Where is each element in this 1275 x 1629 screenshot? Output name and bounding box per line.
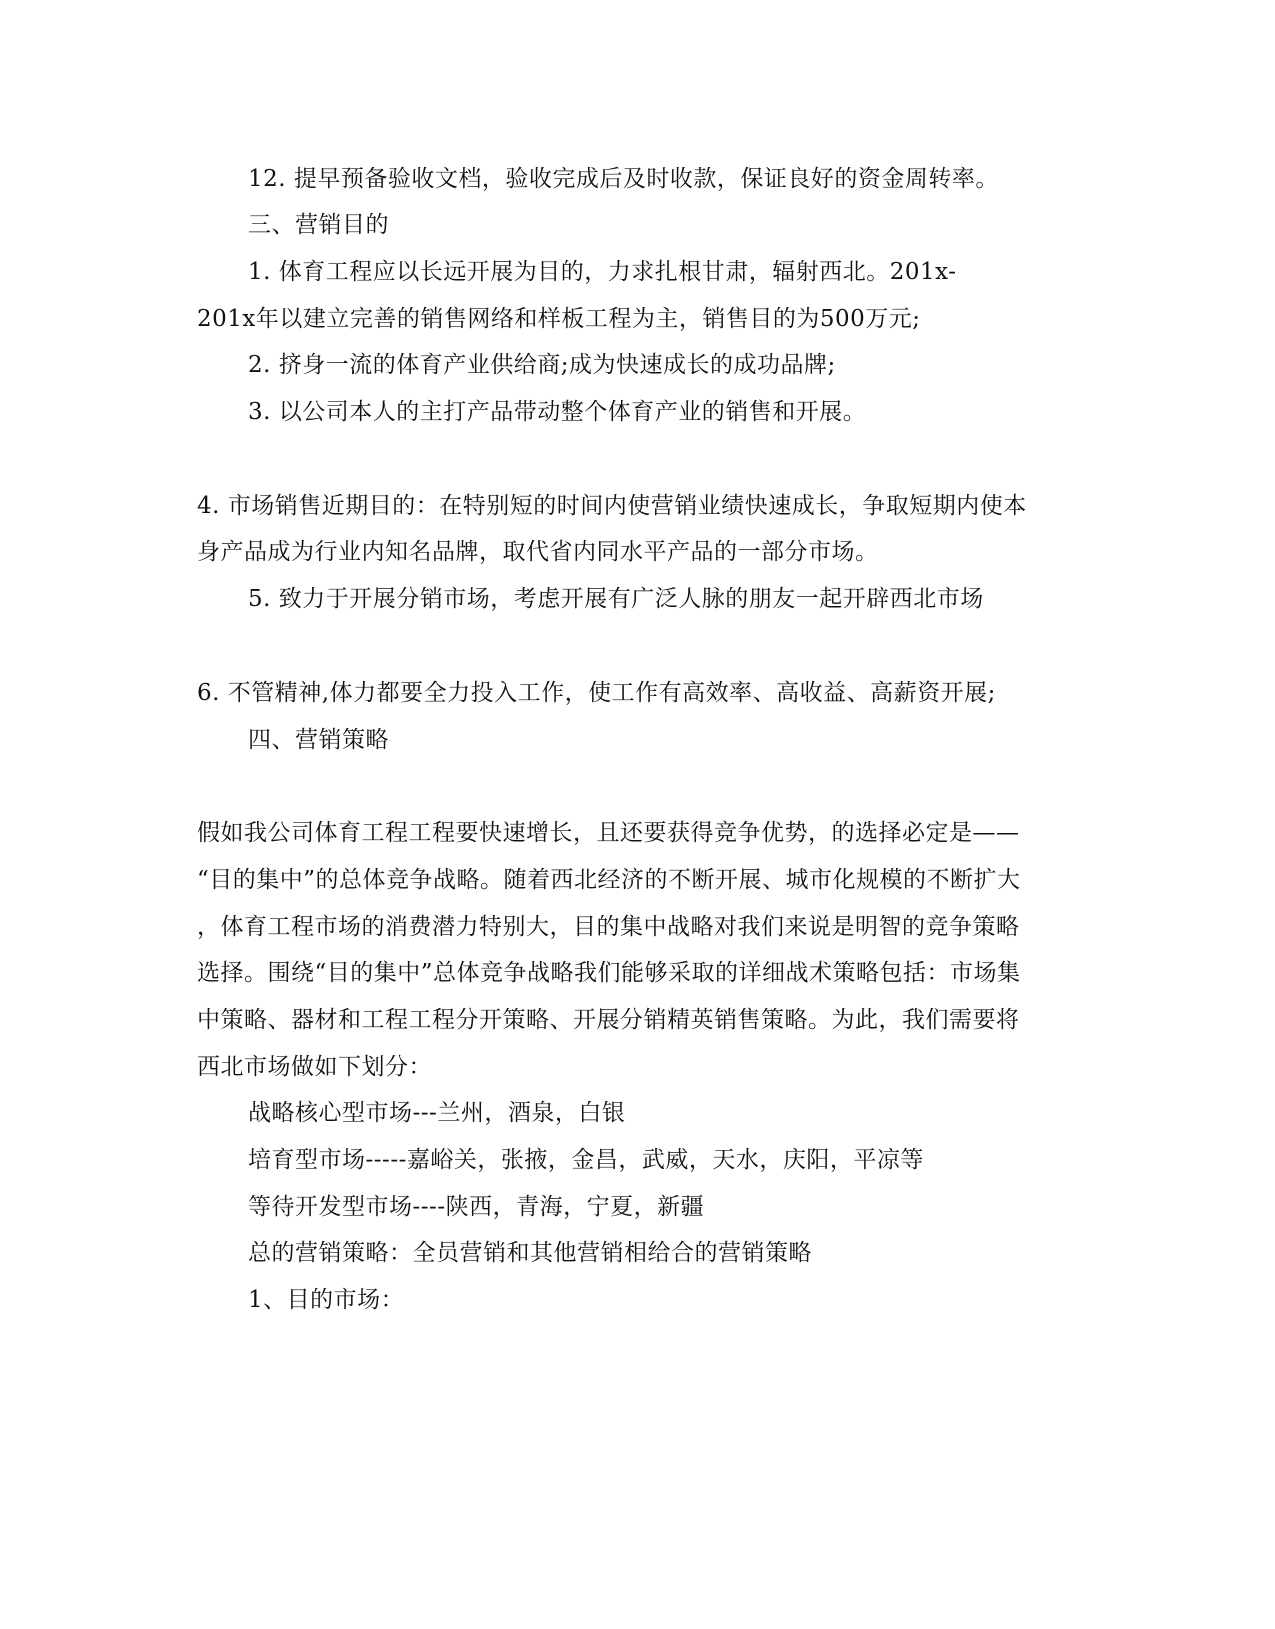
text-line: 战略核心型市场---兰州，酒泉，白银: [248, 1100, 626, 1126]
text-line: 3. 以公司本人的主打产品带动整个体育产业的销售和开展。: [248, 399, 867, 425]
text-line: 4. 市场销售近期目的：在特别短的时间内使营销业绩快速成长，争取短期内使本: [197, 493, 1027, 519]
text-line: 5. 致力于开展分销市场，考虑开展有广泛人脉的朋友一起开辟西北市场: [248, 586, 984, 612]
section-heading: 三、营销目的: [248, 212, 389, 238]
text-line: “目的集中”的总体竞争战略。随着西北经济的不断开展、城市化规模的不断扩大: [197, 867, 1021, 893]
text-line: 12. 提早预备验收文档，验收完成后及时收款，保证良好的资金周转率。: [248, 166, 999, 192]
text-line: 中策略、器材和工程工程分开策略、开展分销精英销售策略。为此，我们需要将: [197, 1007, 1020, 1033]
text-line: 培育型市场-----嘉峪关，张掖，金昌，武威，天水，庆阳，平凉等: [248, 1147, 924, 1173]
text-line: 2. 挤身一流的体育产业供给商;成为快速成长的成功品牌;: [248, 352, 836, 378]
text-line: 201x年以建立完善的销售网络和样板工程为主，销售目的为500万元;: [197, 306, 921, 332]
text-line: 身产品成为行业内知名品牌，取代省内同水平产品的一部分市场。: [197, 539, 879, 565]
text-line: 选择。围绕“目的集中”总体竞争战略我们能够采取的详细战术策略包括：市场集: [197, 960, 1021, 986]
text-line: ，体育工程市场的消费潜力特别大，目的集中战略对我们来说是明智的竞争策略: [197, 914, 1020, 940]
text-line: 等待开发型市场----陕西，青海，宁夏，新疆: [248, 1194, 705, 1220]
text-line: 6. 不管精神,体力都要全力投入工作，使工作有高效率、高收益、高薪资开展;: [197, 680, 996, 706]
text-line: 1. 体育工程应以长远开展为目的，力求扎根甘肃，辐射西北。201x-: [248, 259, 957, 285]
text-line: 假如我公司体育工程工程要快速增长，且还要获得竞争优势，的选择必定是——: [197, 820, 1020, 846]
text-line: 1、目的市场：: [248, 1287, 405, 1313]
section-heading: 四、营销策略: [248, 727, 389, 753]
text-line: 西北市场做如下划分：: [197, 1054, 432, 1080]
text-line: 总的营销策略：全员营销和其他营销相给合的营销策略: [248, 1240, 812, 1266]
